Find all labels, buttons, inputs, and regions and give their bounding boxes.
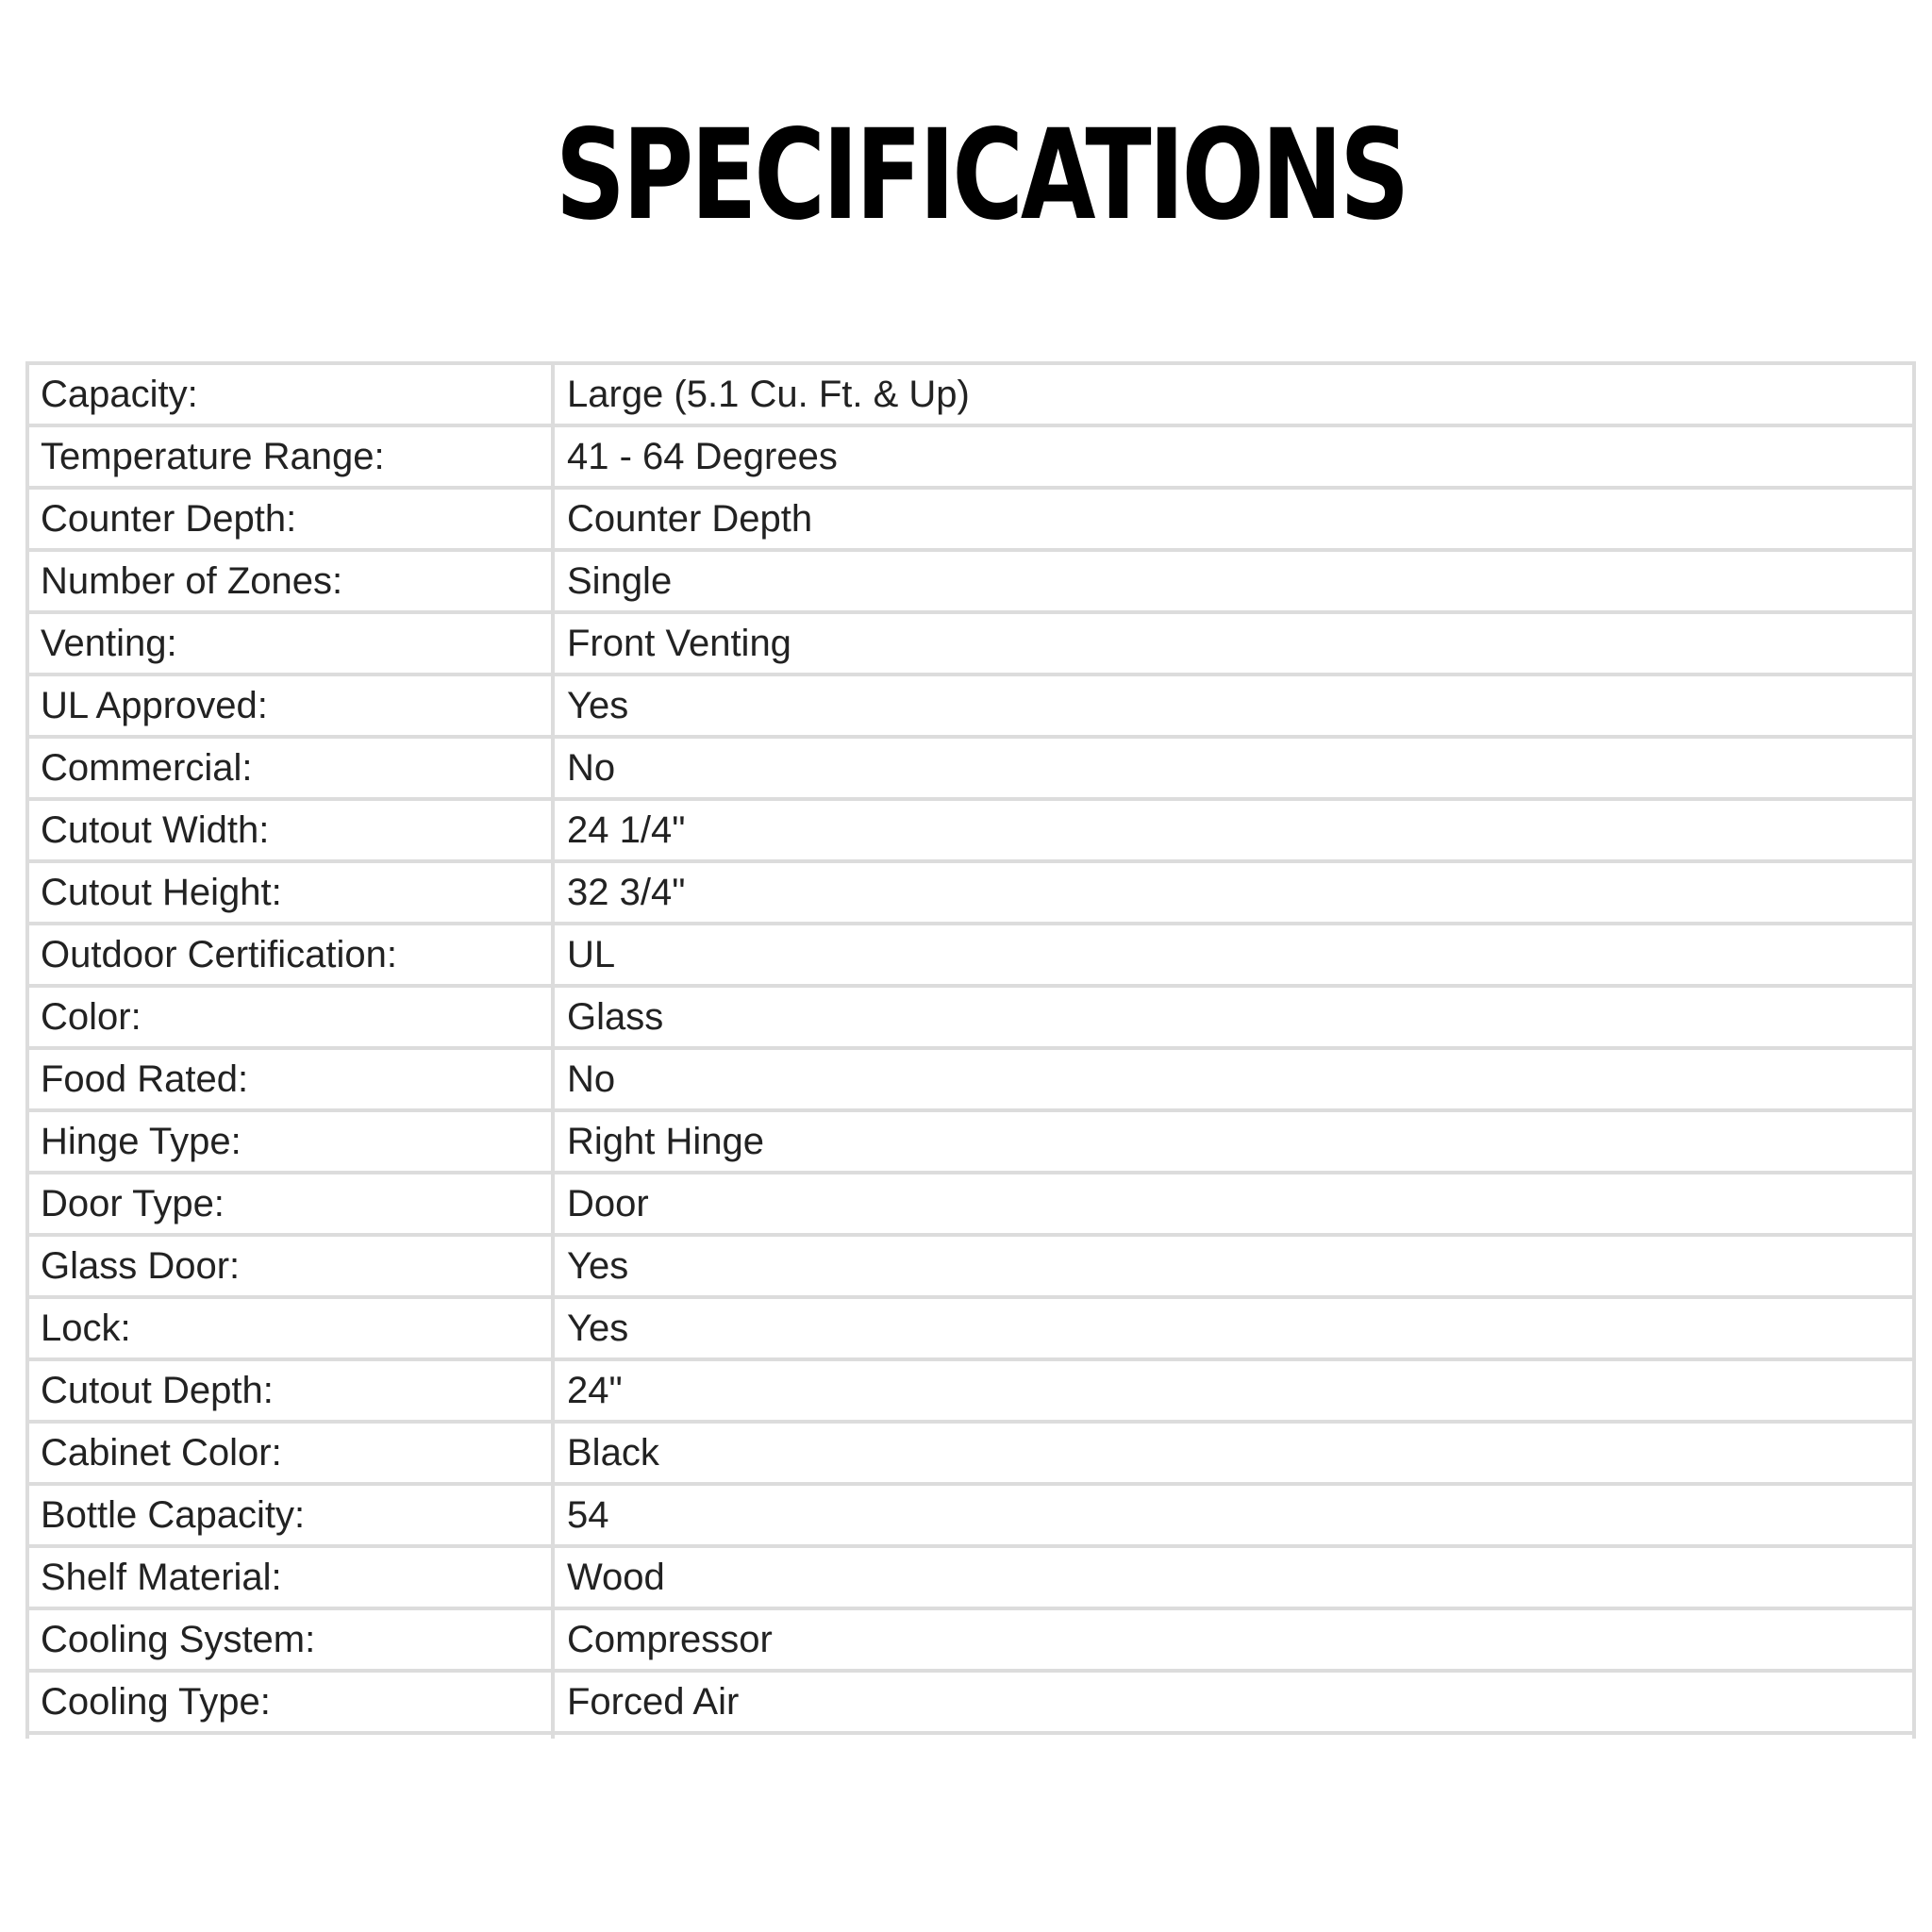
table-cell-empty <box>27 1733 553 1739</box>
table-row <box>27 861 1914 924</box>
table-row <box>27 799 1914 861</box>
spec-value: Compressor <box>553 1608 1914 1671</box>
spec-value: Door <box>553 1173 1914 1235</box>
specifications-table <box>25 361 1916 1739</box>
spec-value: Large (5.1 Cu. Ft. & Up) <box>553 363 1914 425</box>
spec-label: Number of Zones: <box>27 550 553 612</box>
table-row <box>27 1359 1914 1422</box>
spec-value: 54 <box>553 1484 1914 1546</box>
table-row <box>27 425 1914 488</box>
table-row <box>27 612 1914 675</box>
table-row <box>27 488 1914 550</box>
spec-label: Cooling Type: <box>27 1671 553 1733</box>
spec-value: 32 3/4" <box>553 861 1914 924</box>
spec-label: Counter Depth: <box>27 488 553 550</box>
spec-value: Single <box>553 550 1914 612</box>
spec-value: Yes <box>553 1297 1914 1359</box>
spec-label: Capacity: <box>27 363 553 425</box>
spec-value: Yes <box>553 675 1914 737</box>
table-row <box>27 924 1914 986</box>
table-row <box>27 1110 1914 1173</box>
spec-label: Cutout Height: <box>27 861 553 924</box>
spec-label: UL Approved: <box>27 675 553 737</box>
spec-label: Glass Door: <box>27 1235 553 1297</box>
spec-label: Cabinet Color: <box>27 1422 553 1484</box>
table-row <box>27 1608 1914 1671</box>
spec-value: Glass <box>553 986 1914 1048</box>
page-title: SPECIFICATIONS <box>555 103 1407 248</box>
spec-label: Commercial: <box>27 737 553 799</box>
table-row <box>27 986 1914 1048</box>
spec-value: Front Venting <box>553 612 1914 675</box>
table-row <box>27 675 1914 737</box>
spec-label: Cutout Width: <box>27 799 553 861</box>
table-row <box>27 1546 1914 1608</box>
table-row <box>27 363 1914 425</box>
table-row <box>27 1048 1914 1110</box>
spec-value: No <box>553 1048 1914 1110</box>
table-row <box>27 1671 1914 1733</box>
table-row-tail <box>27 1733 1914 1739</box>
specifications-table-body <box>27 363 1914 1739</box>
spec-label: Color: <box>27 986 553 1048</box>
table-row <box>27 1173 1914 1235</box>
spec-value: No <box>553 737 1914 799</box>
table-row <box>27 1235 1914 1297</box>
spec-label: Cooling System: <box>27 1608 553 1671</box>
spec-label: Venting: <box>27 612 553 675</box>
spec-label: Outdoor Certification: <box>27 924 553 986</box>
spec-value: Right Hinge <box>553 1110 1914 1173</box>
spec-label: Bottle Capacity: <box>27 1484 553 1546</box>
table-row <box>27 550 1914 612</box>
spec-value: Black <box>553 1422 1914 1484</box>
spec-value: Counter Depth <box>553 488 1914 550</box>
spec-label: Cutout Depth: <box>27 1359 553 1422</box>
spec-value: 24 1/4" <box>553 799 1914 861</box>
spec-label: Temperature Range: <box>27 425 553 488</box>
table-row <box>27 1297 1914 1359</box>
spec-value: 41 - 64 Degrees <box>553 425 1914 488</box>
spec-value: 24" <box>553 1359 1914 1422</box>
spec-label: Lock: <box>27 1297 553 1359</box>
spec-value: Wood <box>553 1546 1914 1608</box>
spec-value: UL <box>553 924 1914 986</box>
table-row <box>27 737 1914 799</box>
spec-label: Hinge Type: <box>27 1110 553 1173</box>
table-row <box>27 1484 1914 1546</box>
table-cell-empty <box>553 1733 1914 1739</box>
spec-value: Forced Air <box>553 1671 1914 1733</box>
spec-label: Food Rated: <box>27 1048 553 1110</box>
table-row <box>27 1422 1914 1484</box>
spec-value: Yes <box>553 1235 1914 1297</box>
spec-label: Door Type: <box>27 1173 553 1235</box>
spec-label: Shelf Material: <box>27 1546 553 1608</box>
